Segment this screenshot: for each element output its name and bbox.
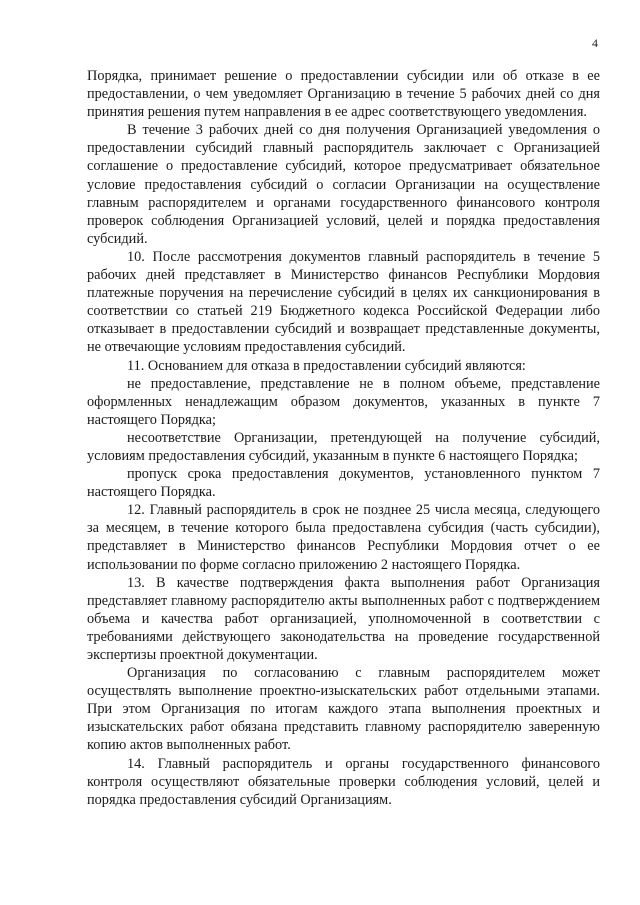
paragraph-14: 14. Главный распорядитель и органы государственного финансового контроля осуществляют обязательные проверки соблюдения условий, целей и порядка предоставления субсидий Организациям. — [87, 755, 600, 808]
paragraph-12: 12. Главный распорядитель в срок не позднее 25 числа месяца, следующего за месяцем, в течение которого была предоставлена субсидия (часть субсидии), представляет в Министерство финансов Республики Мордовия отчет о ее использовании по форме согласно приложению 2 настоящего Порядка. — [87, 502, 600, 573]
paragraph-11-item-2: несоответствие Организации, претендующей на получение субсидий, условиям предоставления субсидий, указанным в пункте 6 настоящего Порядка; — [87, 429, 600, 464]
paragraph-13-stages: Организация по согласованию с главным распорядителем может осуществлять выполнение проектно-изыскательских работ отдельными этапами. При этом Организация по итогам каждого этапа выполнения проектных и изыскательских работ обязана представить главному распорядителю заверенную копию актов выполненных работ. — [87, 665, 600, 754]
paragraph-10: 10. После рассмотрения документов главный распорядитель в течение 5 рабочих дней представляет в Министерство финансов Республики Мордовия платежные поручения на перечисление субсидий в целях их санкционирования в соответствии со статьей 219 Бюджетного кодекса Российской Федерации либо отказывает в предоставлении субсидий и возвращает представленные документы, не отвечающие условиям предоставления субсидий. — [87, 248, 600, 356]
paragraph-13: 13. В качестве подтверждения факта выполнения работ Организация представляет главному распорядителю акты выполненных работ с подтверждением объема и качества работ организацией, уполномоченной в соответствии с требованиями действующего законодательства на проведение государственной экспертизы проектной документации. — [87, 574, 600, 663]
paragraph-agreement: В течение 3 рабочих дней со дня получения Организацией уведомления о предоставлении субсидий главный распорядитель заключает с Организацией соглашение о предоставление субсидий, которое предусматривает обязательное условие предоставления субсидий о согласии Организации на осуществление главным распорядителем и органами государственного финансового контроля проверок соблюдения Организацией условий, целей и порядка предоставления субсидий. — [87, 122, 600, 247]
document-body — [87, 67, 600, 809]
paragraph-11-item-1: не предоставление, представление не в полном объеме, представление оформленных ненадлежащим образом документов, указанных в пункте 7 настоящего Порядка; — [87, 375, 600, 428]
paragraph-continuation: Порядка, принимает решение о предоставлении субсидии или об отказе в ее предоставлении, о чем уведомляет Организацию в течение 5 рабочих дней со дня принятия решения путем направления в ее адрес соответствующего уведомления. — [87, 68, 600, 121]
page-number: 4 — [592, 36, 598, 50]
paragraph-11-item-3: пропуск срока предоставления документов, установленного пунктом 7 настоящего Порядка. — [87, 466, 600, 501]
paragraph-11: 11. Основанием для отказа в предоставлении субсидий являются: — [127, 357, 526, 374]
